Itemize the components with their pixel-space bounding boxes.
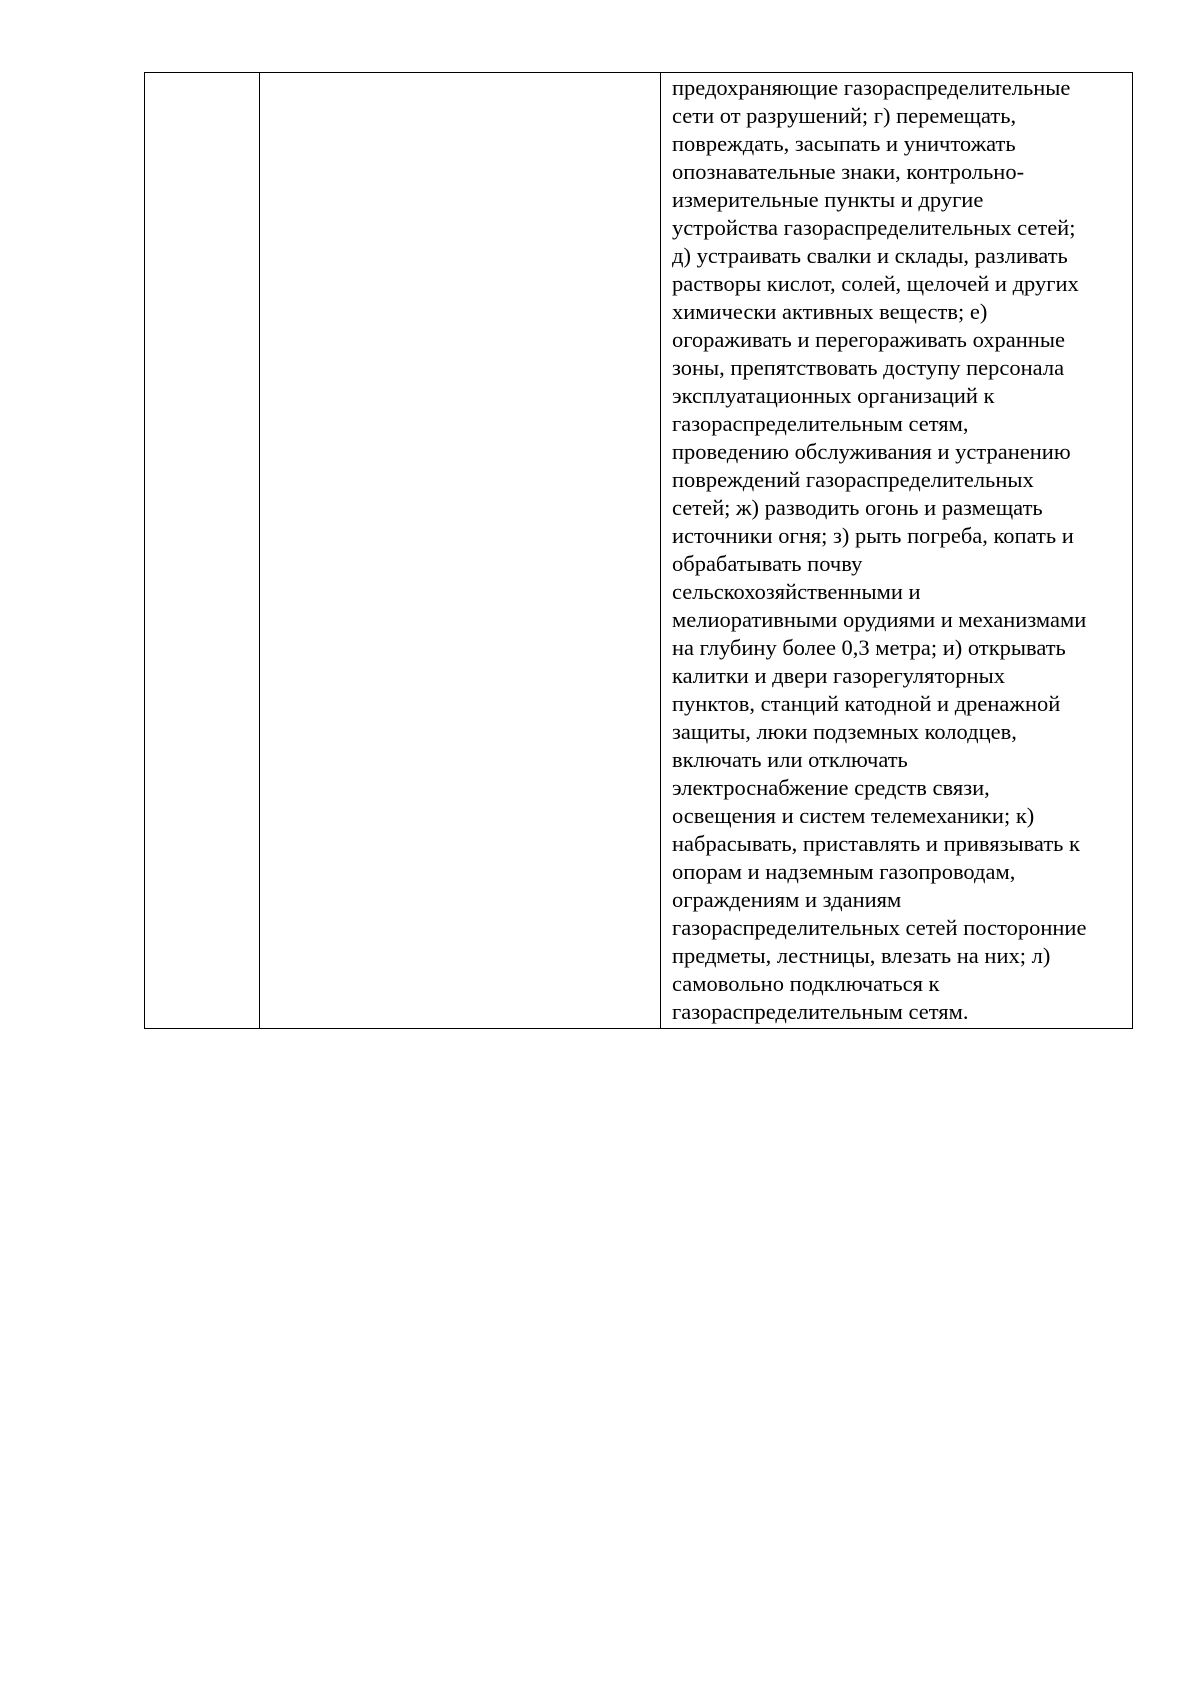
text-line: газораспределительным сетям.: [672, 999, 969, 1024]
text-line: д) устраивать свалки и склады, разливать: [672, 243, 1068, 268]
text-line: химически активных веществ; е): [672, 299, 988, 324]
text-line: устройства газораспределительных сетей;: [672, 215, 1076, 240]
text-line: повреждать, засыпать и уничтожать: [672, 131, 1016, 156]
table-cell-col2: [260, 73, 661, 1029]
text-line: защиты, люки подземных колодцев,: [672, 719, 1017, 744]
text-line: калитки и двери газорегуляторных: [672, 663, 1005, 688]
text-line: повреждений газораспределительных: [672, 467, 1034, 492]
cell-col3-text: [661, 73, 1132, 1028]
text-line: ограждениям и зданиям: [672, 887, 902, 912]
text-line: пунктов, станций катодной и дренажной: [672, 691, 1061, 716]
text-line: мелиоративными орудиями и механизмами: [672, 607, 1087, 632]
text-line: опорам и надземным газопроводам,: [672, 859, 1016, 884]
table-row: [145, 73, 1133, 1029]
text-line: измерительные пункты и другие: [672, 187, 984, 212]
text-line: предохраняющие газораспределительные: [672, 75, 1071, 100]
text-line: освещения и систем телемеханики; к): [672, 803, 1035, 828]
text-line: опознавательные знаки, контрольно-: [672, 159, 1025, 184]
text-line: сельскохозяйственными и: [672, 579, 921, 604]
text-line: газораспределительным сетям,: [672, 411, 969, 436]
text-line: набрасывать, приставлять и привязывать к: [672, 831, 1080, 856]
text-line: сети от разрушений; г) перемещать,: [672, 103, 1017, 128]
text-line: электроснабжение средств связи,: [672, 775, 990, 800]
text-line: включать или отключать: [672, 747, 908, 772]
text-line: проведению обслуживания и устранению: [672, 439, 1071, 464]
text-line: обрабатывать почву: [672, 551, 863, 576]
text-line: эксплуатационных организаций к: [672, 383, 995, 408]
table-cell-col3: [661, 73, 1133, 1029]
text-line: на глубину более 0,3 метра; и) открывать: [672, 635, 1066, 660]
text-line: газораспределительных сетей посторонние: [672, 915, 1087, 940]
text-line: источники огня; з) рыть погреба, копать и: [672, 523, 1074, 548]
text-line: огораживать и перегораживать охранные: [672, 327, 1065, 352]
text-line: зоны, препятствовать доступу персонала: [672, 355, 1065, 380]
document-table: [144, 72, 1133, 1029]
text-line: предметы, лестницы, влезать на них; л): [672, 943, 1051, 968]
text-line: сетей; ж) разводить огонь и размещать: [672, 495, 1043, 520]
table-cell-col1: [145, 73, 260, 1029]
text-line: растворы кислот, солей, щелочей и других: [672, 271, 1079, 296]
text-line: самовольно подключаться к: [672, 971, 940, 996]
